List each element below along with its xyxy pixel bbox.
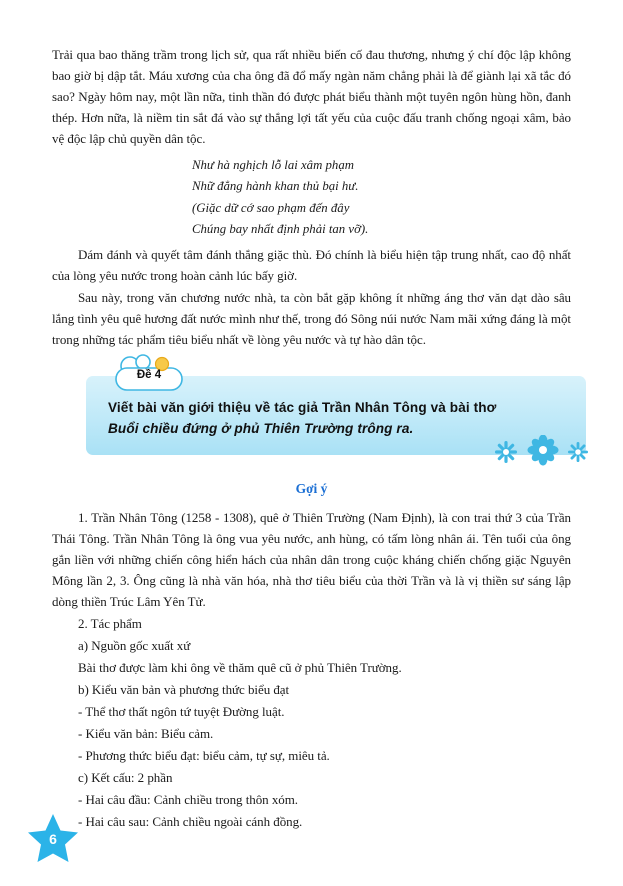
hint-heading: Gợi ý bbox=[295, 480, 328, 496]
hint-paragraph-1: 1. Trần Nhân Tông (1258 - 1308), quê ở Thiên Trường (Nam Định), là con trai thứ 3 của Trần Thái Tông. Trần Nhân Tông là ông vua yêu nước, anh hùng, có tấm lòng nhân ái. Tên tuổi của ông gắn liền với những chiến công hiển hách của nhân dân trong cuộc kháng chiến chống giặc Nguyên Mông lần 2, 3. Ông cũng là nhà văn hóa, nhà thơ tiêu biểu của thời Trần và là vị thiền sư sáng lập dòng thiền Trúc Lâm Yên Tử. bbox=[52, 509, 571, 609]
poem-line: Chúng bay nhất định phải tan vỡ). bbox=[192, 221, 369, 236]
cloud-badge-icon bbox=[110, 352, 188, 398]
exercise-badge-label: Đề 4 bbox=[136, 369, 162, 382]
hint-paragraph-7: - Kiểu văn bản: Biểu cảm. bbox=[78, 726, 214, 742]
hint-paragraph-5: b) Kiểu văn bản và phương thức biểu đạt bbox=[78, 682, 290, 698]
page-number-badge bbox=[26, 812, 80, 864]
hint-paragraph-4: Bài thơ được làm khi ông về thăm quê cũ ở phủ Thiên Trường. bbox=[78, 660, 402, 676]
page-number-label: 6 bbox=[49, 831, 57, 847]
hint-paragraph-6: - Thể thơ thất ngôn tứ tuyệt Đường luật. bbox=[78, 704, 285, 720]
hint-paragraph-3: a) Nguồn gốc xuất xứ bbox=[78, 638, 191, 654]
hint-paragraph-8: - Phương thức biểu đạt: biểu cảm, tự sự, miêu tả. bbox=[78, 748, 330, 764]
exercise-subtitle: Buổi chiều đứng ở phủ Thiên Trường trông ra. bbox=[108, 421, 414, 437]
hint-paragraph-10: - Hai câu đầu: Cảnh chiều trong thôn xóm. bbox=[78, 792, 298, 808]
exercise-section bbox=[52, 369, 571, 454]
paragraph-after-poem-1: Dám đánh và quyết tâm đánh thắng giặc thù. Đó chính là biểu hiện tập trung nhất, cao độ nhất của lòng yêu nước trong hoàn cảnh lúc bấy giờ. bbox=[52, 247, 571, 284]
poem-block bbox=[52, 155, 571, 240]
poem-line: (Giặc dữ cớ sao phạm đến đây bbox=[192, 200, 350, 215]
paragraph-after-poem-2: Sau này, trong văn chương nước nhà, ta còn bắt gặp không ít những áng thơ văn dạt dào sâu lắng tình yêu quê hương đất nước mình như thế, trong đó Sông núi nước Nam mãi xứng đáng là một trong những tác phẩm tiêu biểu nhất về lòng yêu nước và tự hào dân tộc. bbox=[52, 290, 571, 348]
hint-paragraph-11: - Hai câu sau: Cảnh chiều ngoài cánh đồng. bbox=[78, 814, 303, 830]
paragraph-intro: Trải qua bao thăng trầm trong lịch sử, qua rất nhiều biến cố đau thương, nhưng ý chí độc lập không bao giờ bị dập tắt. Máu xương của cha ông đã đổ mấy ngàn năm chẳng phải là để giành lại xã tắc đó sao? Ngày hôm nay, một lần nữa, tinh thần đó được phát biểu thành một tuyên ngôn hùng hồn, đanh thép. Hơn nữa, là niềm tin sắt đá vào sự thắng lợi tất yếu của cuộc đấu tranh chống ngoại xâm, bảo vệ độc lập chủ quyền dân tộc. bbox=[52, 47, 571, 147]
flower-decoration-icon bbox=[488, 435, 608, 469]
poem-line: Nhữ đẳng hành khan thủ bại hư. bbox=[192, 179, 359, 194]
exercise-title: Viết bài văn giới thiệu về tác giả Trần Nhân Tông và bài thơ bbox=[108, 400, 497, 416]
hint-paragraph-2: 2. Tác phẩm bbox=[78, 616, 142, 632]
hint-paragraph-9: c) Kết cấu: 2 phần bbox=[78, 770, 173, 786]
exercise-box bbox=[86, 369, 586, 454]
poem-line: Như hà nghịch lỗ lai xâm phạm bbox=[192, 158, 354, 173]
